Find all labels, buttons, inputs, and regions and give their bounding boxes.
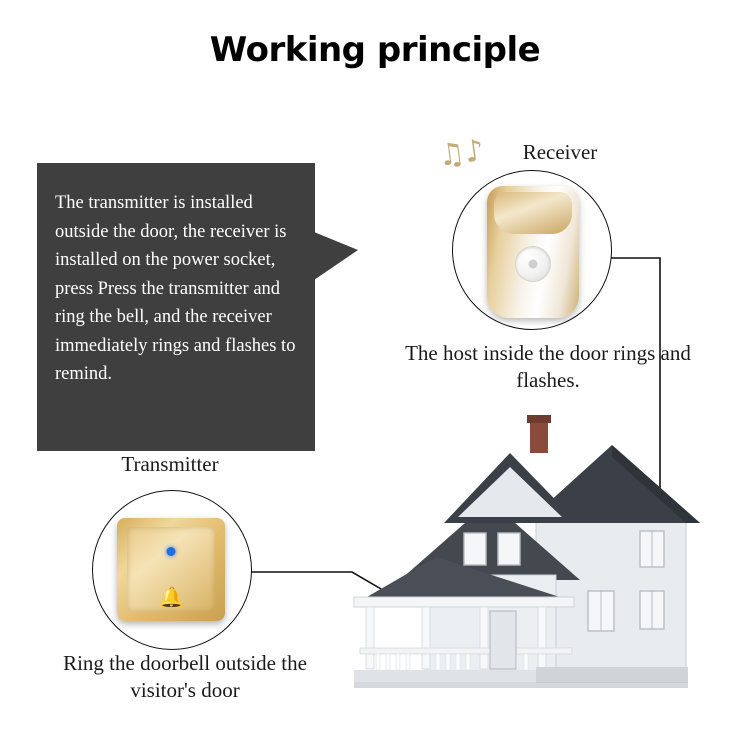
transmitter-caption: Ring the doorbell outside the visitor's door: [63, 651, 307, 702]
receiver-button-dot: [529, 260, 538, 269]
transmitter-panel: [127, 527, 215, 612]
explanation-text: The transmitter is installed outside the door, the receiver is installed on the power socket, press Press the transmitter and ring the bell, and the receiver immediately rings and flashes to remind.: [55, 193, 296, 384]
explanation-callout: [37, 163, 315, 451]
receiver-label: Receiver: [522, 140, 598, 164]
page-title: Working principle: [209, 30, 541, 70]
callout-tail: [314, 232, 358, 280]
receiver-caption: The host inside the door rings and flashes.: [405, 341, 691, 392]
house-illustration: [340, 405, 740, 720]
receiver-top-panel: [494, 192, 572, 234]
receiver-device: [487, 186, 579, 318]
led-indicator-icon: [167, 547, 176, 556]
music-notes-icon: ♫♪: [435, 132, 487, 175]
transmitter-label: Transmitter: [121, 452, 219, 476]
receiver-button: [515, 246, 551, 282]
transmitter-device: [117, 518, 225, 621]
bell-icon: 🔔: [159, 587, 184, 609]
